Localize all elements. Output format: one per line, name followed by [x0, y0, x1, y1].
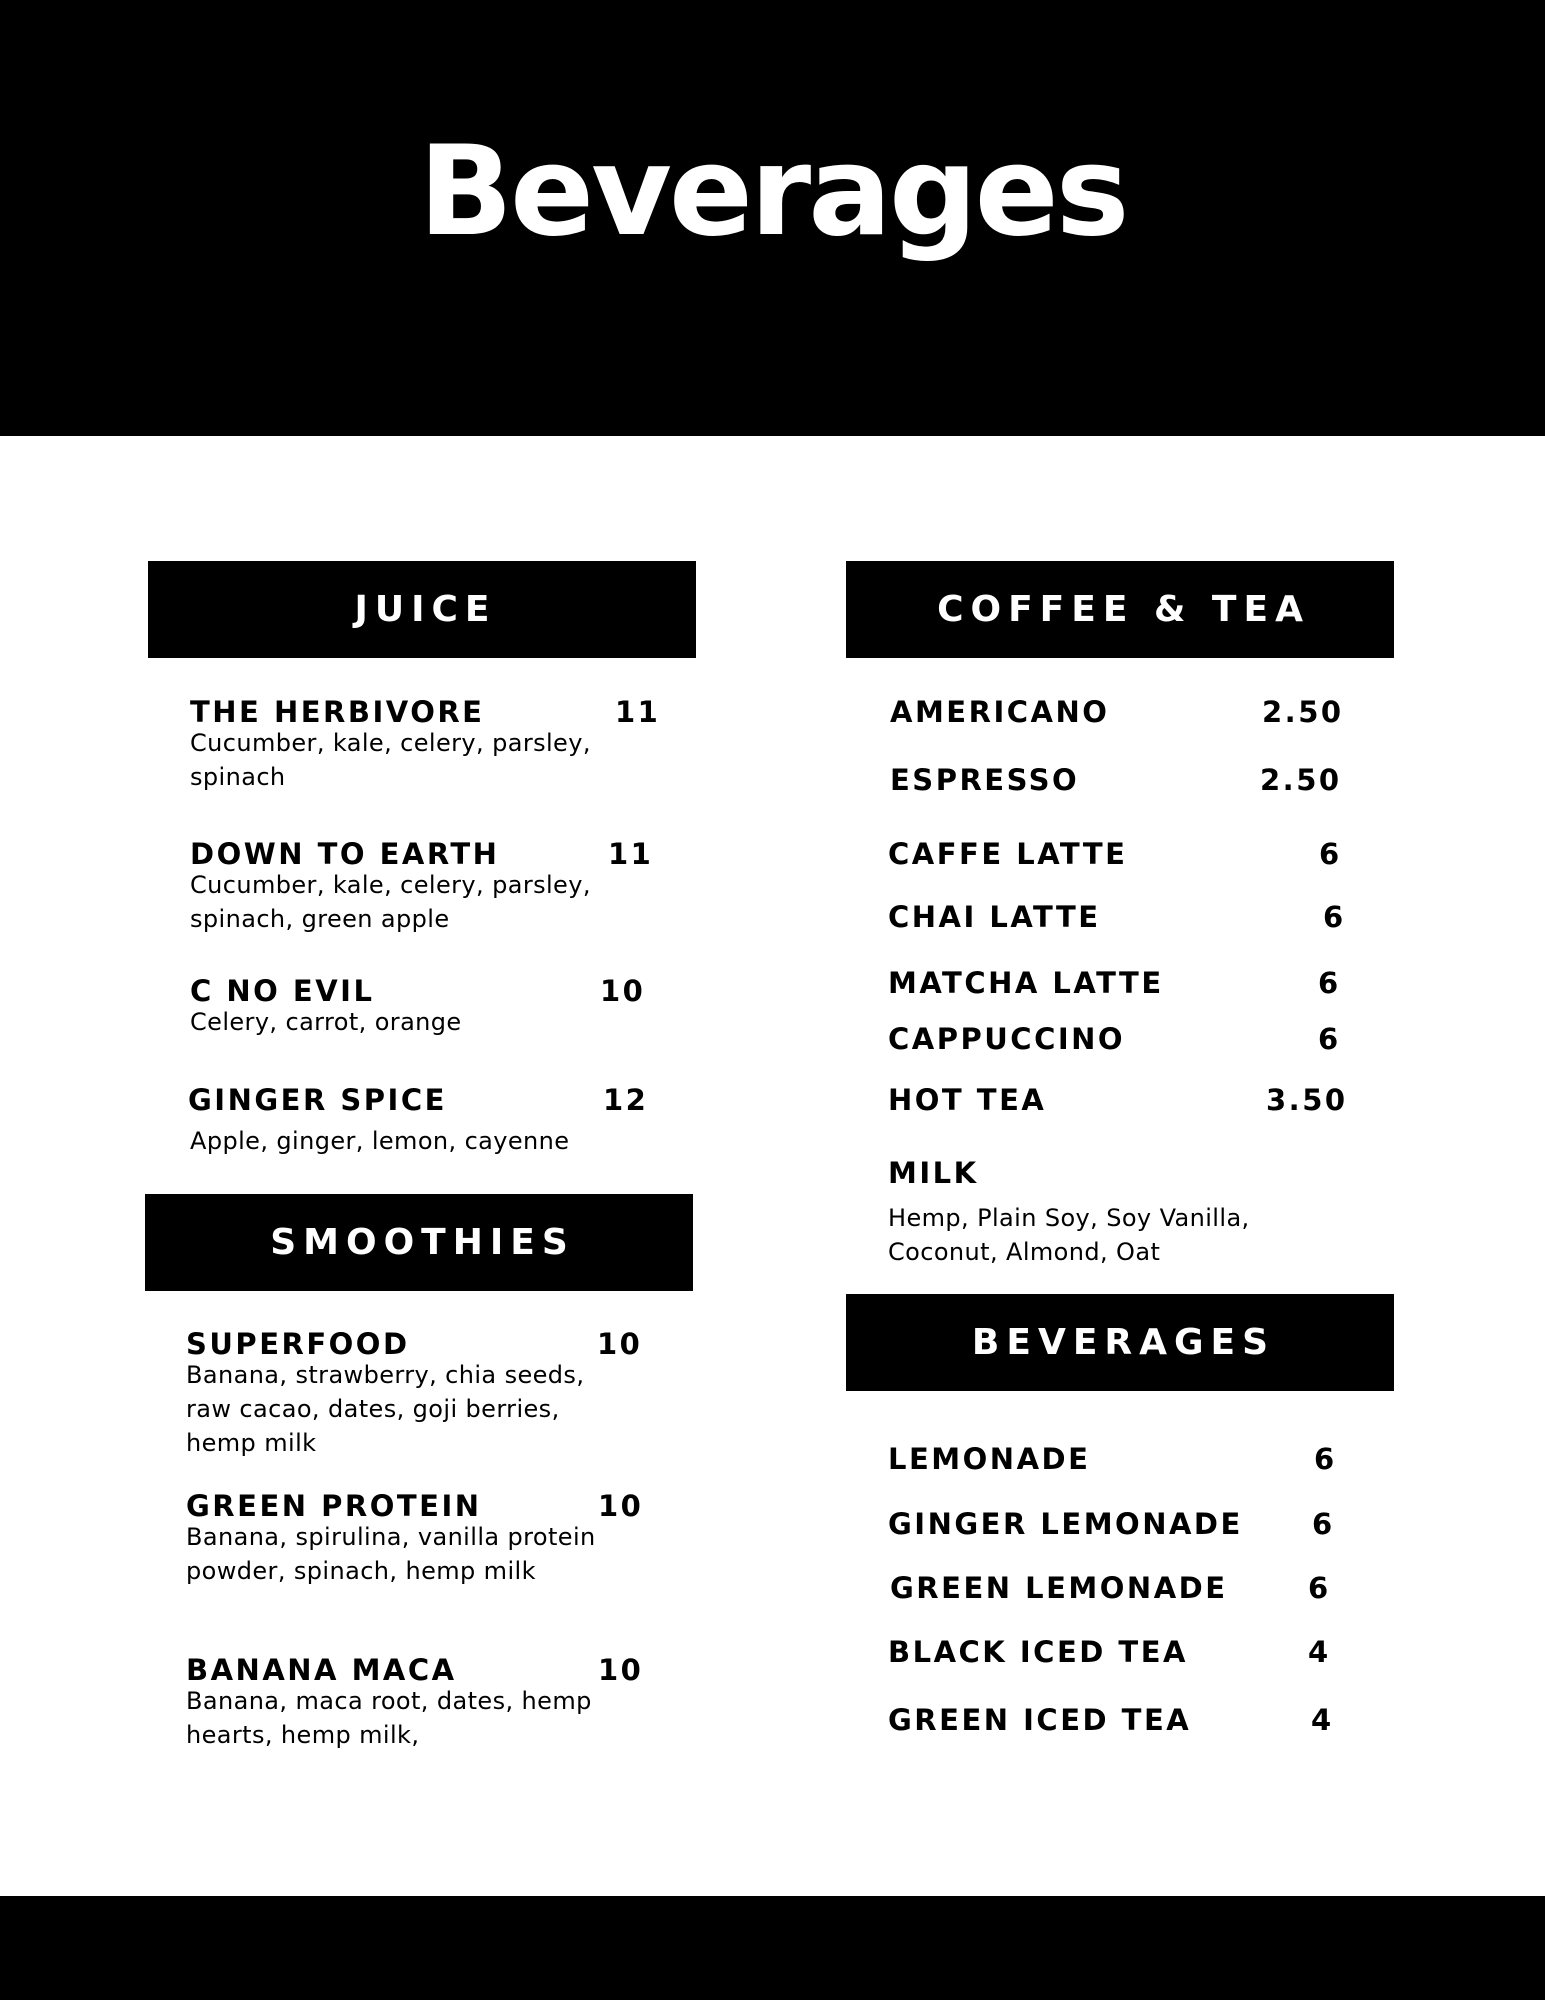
item-price: 11: [615, 695, 661, 729]
item-name: GREEN LEMONADE: [890, 1571, 1228, 1605]
item-name: DOWN TO EARTH: [190, 837, 500, 871]
item-name: THE HERBIVORE: [190, 695, 485, 729]
section-header-smoothies: SMOOTHIES: [145, 1194, 693, 1291]
item-name: BLACK ICED TEA: [888, 1635, 1188, 1669]
item-name: BANANA MACA: [186, 1653, 457, 1687]
item-name: CAFFE LATTE: [888, 837, 1128, 871]
item-description: Banana, spirulina, vanilla protein powder, spinach, hemp milk: [186, 1523, 596, 1585]
item-description: Banana, maca root, dates, hemp hearts, hemp milk,: [186, 1687, 592, 1749]
item-price: 12: [603, 1083, 649, 1117]
item-price: 6: [1323, 900, 1346, 934]
item-name: GREEN PROTEIN: [186, 1489, 482, 1523]
section-header-beverages: BEVERAGES: [846, 1294, 1394, 1391]
item-price: 6: [1318, 1022, 1341, 1056]
item-description: Banana, strawberry, chia seeds, raw cacao, dates, goji berries, hemp milk: [186, 1361, 585, 1457]
item-description: Apple, ginger, lemon, cayenne: [190, 1127, 570, 1155]
footer-band: [0, 1896, 1545, 2000]
item-name: CHAI LATTE: [888, 900, 1101, 934]
item-name: GINGER LEMONADE: [888, 1507, 1243, 1541]
section-header-juice: JUICE: [148, 561, 696, 658]
item-price: 10: [597, 1327, 643, 1361]
item-name: MILK: [888, 1156, 979, 1190]
item-price: 6: [1318, 966, 1341, 1000]
item-price: 10: [600, 974, 646, 1008]
page-title: Beverages: [418, 120, 1127, 264]
item-name: CAPPUCCINO: [888, 1022, 1126, 1056]
item-price: 11: [608, 837, 654, 871]
item-name: MATCHA LATTE: [888, 966, 1164, 1000]
item-price: 10: [598, 1653, 644, 1687]
item-price: 10: [598, 1489, 644, 1523]
item-description: Cucumber, kale, celery, parsley, spinach, green apple: [190, 871, 591, 933]
item-name: SUPERFOOD: [186, 1327, 410, 1361]
section-header-coffee-tea: COFFEE & TEA: [846, 561, 1394, 658]
item-description: Celery, carrot, orange: [190, 1008, 462, 1036]
item-name: C NO EVIL: [190, 974, 375, 1008]
item-price: 4: [1311, 1703, 1334, 1737]
item-name: GREEN ICED TEA: [888, 1703, 1192, 1737]
item-price: 3.50: [1266, 1083, 1348, 1117]
item-name: GINGER SPICE: [188, 1083, 447, 1117]
item-price: 6: [1308, 1571, 1331, 1605]
item-name: ESPRESSO: [890, 763, 1080, 797]
item-name: AMERICANO: [890, 695, 1110, 729]
item-price: 6: [1319, 837, 1342, 871]
item-price: 6: [1312, 1507, 1335, 1541]
item-name: HOT TEA: [888, 1083, 1047, 1117]
item-description: Hemp, Plain Soy, Soy Vanilla, Coconut, Almond, Oat: [888, 1204, 1250, 1266]
item-price: 2.50: [1260, 763, 1342, 797]
item-price: 2.50: [1262, 695, 1344, 729]
item-price: 6: [1314, 1442, 1337, 1476]
item-description: Cucumber, kale, celery, parsley, spinach: [190, 729, 591, 791]
item-name: LEMONADE: [888, 1442, 1091, 1476]
item-price: 4: [1308, 1635, 1331, 1669]
